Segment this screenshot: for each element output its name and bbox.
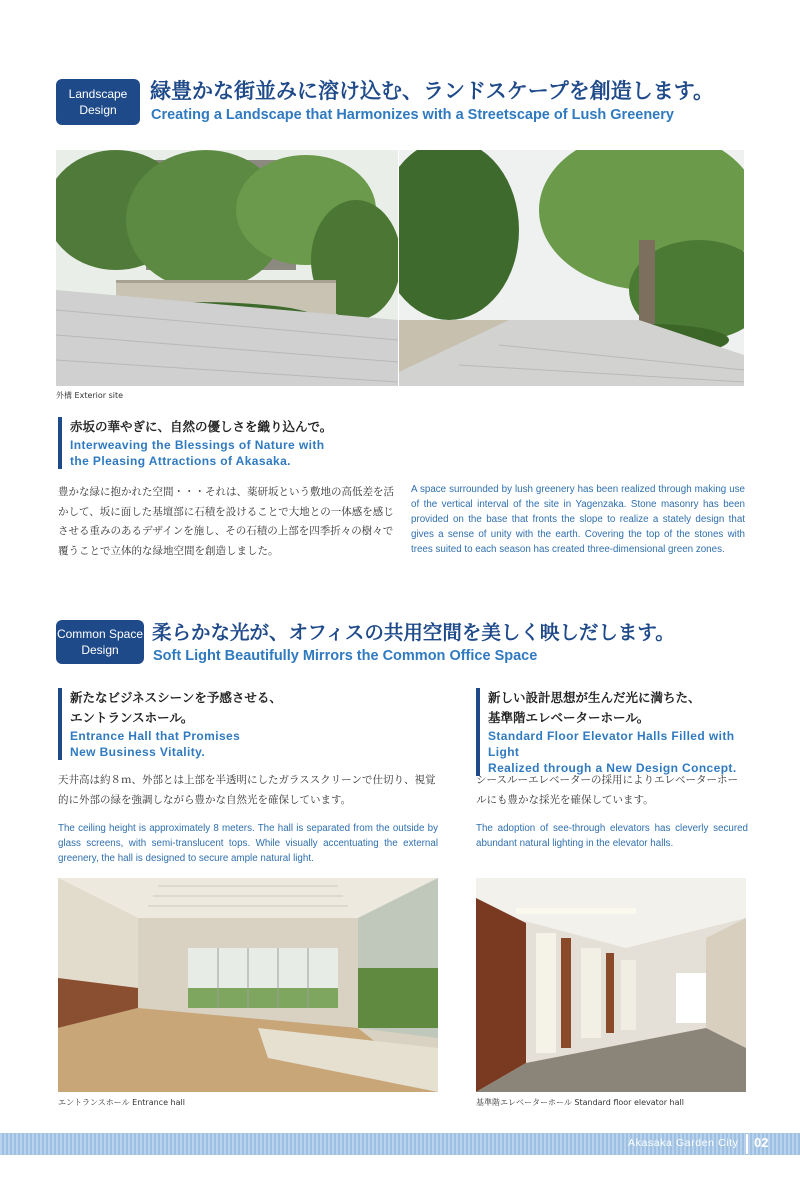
- elevator-hall-subheading: [476, 688, 766, 776]
- section1-subtitle-en-line1: Interweaving the Blessings of Nature with: [70, 438, 325, 452]
- section1-title-en: Creating a Landscape that Harmonizes with a Streetscape of Lush Greenery: [151, 107, 674, 123]
- elevator-subtitle-en-line2: Realized through a New Design Concept.: [488, 761, 737, 775]
- badge-line1: Landscape: [68, 87, 128, 101]
- entrance-hall-photo: [58, 878, 438, 1092]
- entrance-hall-caption: エントランスホール Entrance hall: [58, 1098, 185, 1107]
- elevator-subtitle-jp-line1: 新しい設計思想が生んだ光に満ちた、: [488, 690, 701, 705]
- badge-line2: Design: [81, 643, 119, 657]
- section1-subtitle-jp: 赤坂の華やぎに、自然の優しさを織り込んで。: [70, 419, 333, 434]
- entrance-body-en: The ceiling height is approximately 8 meters. The hall is separated from the outside by glass screens, with semi-translucent tops. While visually accentuating the external greenery, the hall is designed to secure ample natural light.: [58, 823, 438, 864]
- section2-title-en: Soft Light Beautifully Mirrors the Common Office Space: [153, 648, 538, 664]
- elevator-subtitle-jp-line2: 基準階エレベーターホール。: [488, 710, 650, 725]
- section1-body-jp: 豊かな緑に抱かれた空間・・・それは、薬研坂という敷地の高低差を活かして、坂に面した基壇部に石積を設けることで大地との一体感を感じさせる重みのあるデザインを施し、その石積の上部を四季折々の樹々で覆うことで立体的な緑地空間を創造しました。: [58, 486, 394, 557]
- badge-line1: Common Space: [56, 627, 144, 641]
- elevator-body-en: The adoption of see-through elevators has cleverly secured abundant natural lighting in the elevator halls.: [476, 823, 748, 849]
- entrance-subtitle-en-line1: Entrance Hall that Promises: [70, 729, 241, 743]
- section1-title-jp: 緑豊かな街並みに溶け込む、ランドスケープを創造します。: [150, 79, 715, 103]
- badge-line2: Design: [79, 103, 117, 117]
- entrance-subtitle-jp-line1: 新たなビジネスシーンを予感させる、: [70, 690, 282, 705]
- exterior-site-photo-left: [56, 150, 398, 386]
- section1-subheading: [58, 417, 398, 469]
- elevator-subtitle-en-line1: Standard Floor Elevator Halls Filled with Light: [488, 729, 735, 759]
- entrance-body-jp: 天井高は約８ｍ、外部とは上部を半透明にしたガラススクリーンで仕切り、視覚的に外部の緑を強調しながら豊かな自然光を確保しています。: [58, 774, 436, 806]
- page-number: 02: [754, 1135, 769, 1150]
- elevator-body-jp: シースルーエレベーターの採用によりエレベーターホールにも豊かな採光を確保しています。: [476, 774, 738, 806]
- footer-brand-name: Akasaka Garden City: [628, 1137, 739, 1149]
- section1-body-en: A space surrounded by lush greenery has been realized through making use of the vertical interval of the site in Yagenzaka. Stone masonry has been provided on the base that fronts the slope to realize a stately design that gives a sense of unity with the earth. Covering the top of the stones with trees suited to each season has created three-dimensional green zones.: [411, 484, 745, 555]
- footer-divider: [746, 1134, 748, 1154]
- landscape-design-badge: [56, 79, 140, 125]
- exterior-site-photo-right: [399, 150, 744, 386]
- entrance-subtitle-en-line2: New Business Vitality.: [70, 745, 206, 759]
- elevator-hall-photo: [476, 878, 746, 1092]
- exterior-site-caption: 外構 Exterior site: [56, 391, 124, 400]
- elevator-hall-caption: 基準階エレベーターホール Standard floor elevator hall: [476, 1098, 684, 1107]
- section1-subtitle-en-line2: the Pleasing Attractions of Akasaka.: [70, 454, 291, 468]
- common-space-design-badge: [56, 620, 144, 664]
- entrance-hall-subheading: [58, 688, 398, 760]
- entrance-subtitle-jp-line2: エントランスホール。: [70, 710, 194, 725]
- section2-title-jp: 柔らかな光が、オフィスの共用空間を美しく映しだします。: [152, 621, 675, 644]
